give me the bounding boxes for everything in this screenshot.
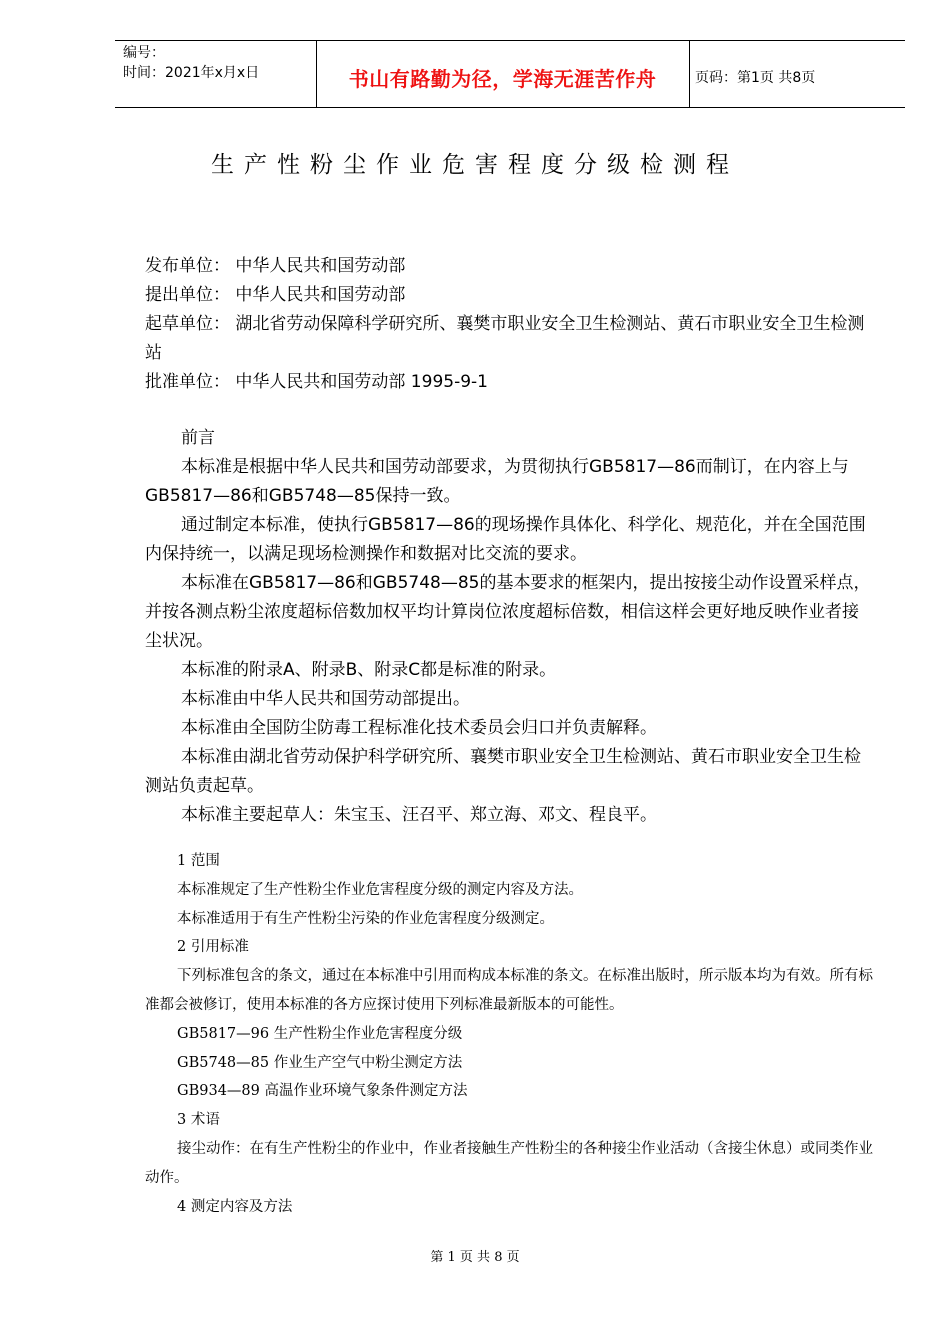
reference-item: GB5748—85 作业生产空气中粉尘测定方法 <box>177 1054 463 1071</box>
publisher-line: 发布单位： 中华人民共和国劳动部 <box>145 256 406 276</box>
preface-paragraph: 本标准主要起草人：朱宝玉、汪召平、郑立海、邓文、程良平。 <box>181 805 657 825</box>
header-code: 编号： <box>123 45 165 61</box>
header-meta <box>123 43 259 83</box>
reference-item: GB934—89 高温作业环境气象条件测定方法 <box>177 1083 468 1100</box>
preface-paragraph: 本标准的附录A、附录B、附录C都是标准的附录。 <box>181 660 557 680</box>
section-heading: 4 测定内容及方法 <box>177 1198 293 1215</box>
header-time: 时间：2021年x月x日 <box>123 65 260 81</box>
body-paragraph: 接尘动作：在有生产性粉尘的作业中，作业者接触生产性粉尘的各种接尘作业活动（含接尘休息）或同类作业动作。 <box>145 1140 873 1186</box>
preface-heading: 前言 <box>181 428 215 448</box>
body-paragraph: 本标准规定了生产性粉尘作业危害程度分级的测定内容及方法。 <box>177 881 583 898</box>
proposer-line: 提出单位： 中华人民共和国劳动部 <box>145 285 406 305</box>
section-heading: 1 范围 <box>177 853 220 869</box>
publication-info <box>145 252 865 397</box>
header-page-number: 页码：第1页 共8页 <box>695 70 816 86</box>
preface-paragraph: 通过制定本标准，使执行GB5817—86的现场操作具体化、科学化、规范化，并在全国范围内保持统一，以满足现场检测操作和数据对比交流的要求。 <box>145 515 866 564</box>
body-paragraph: 本标准适用于有生产性粉尘污染的作业危害程度分级测定。 <box>177 910 554 927</box>
preface-paragraph: 本标准由湖北省劳动保护科学研究所、襄樊市职业安全卫生检测站、黄石市职业安全卫生检测站负责起草。 <box>145 747 861 796</box>
preface-paragraph: 本标准在GB5817—86和GB5748—85的基本要求的框架内，提出按接尘动作设置采样点，并按各测点粉尘浓度超标倍数加权平均计算岗位浓度超标倍数，相信这样会更好地反映作业者接尘状况。 <box>145 573 871 651</box>
preface-paragraph: 本标准是根据中华人民共和国劳动部要求，为贯彻执行GB5817—86而制订，在内容上与GB5817—86和GB5748—85保持一致。 <box>145 457 849 506</box>
page-footer: 第 1 页 共 8 页 <box>430 1250 520 1265</box>
document-title: 生产性粉尘作业危害程度分级检测程 <box>211 152 739 178</box>
section-heading: 2 引用标准 <box>177 939 249 956</box>
section-heading: 3 术语 <box>177 1112 220 1129</box>
header-motto: 书山有路勤为径，学海无涯苦作舟 <box>348 67 657 91</box>
preface-paragraph: 本标准由中华人民共和国劳动部提出。 <box>181 689 470 709</box>
header-divider <box>689 41 690 107</box>
preface-paragraph: 本标准由全国防尘防毒工程标准化技术委员会归口并负责解释。 <box>181 718 657 738</box>
page-header <box>115 40 905 108</box>
drafter-line: 起草单位： 湖北省劳动保障科学研究所、襄樊市职业安全卫生检测站、黄石市职业安全卫生检测站 <box>145 314 865 363</box>
reference-item: GB5817—96 生产性粉尘作业危害程度分级 <box>177 1025 463 1042</box>
preface-section <box>145 424 873 830</box>
body-paragraph: 下列标准包含的条文，通过在本标准中引用而构成本标准的条文。在标准出版时，所示版本均为有效。所有标准都会被修订，使用本标准的各方应探讨使用下列标准最新版本的可能性。 <box>145 968 873 1013</box>
standard-body <box>145 847 873 1221</box>
approver-line: 批准单位： 中华人民共和国劳动部 1995-9-1 <box>145 372 488 392</box>
